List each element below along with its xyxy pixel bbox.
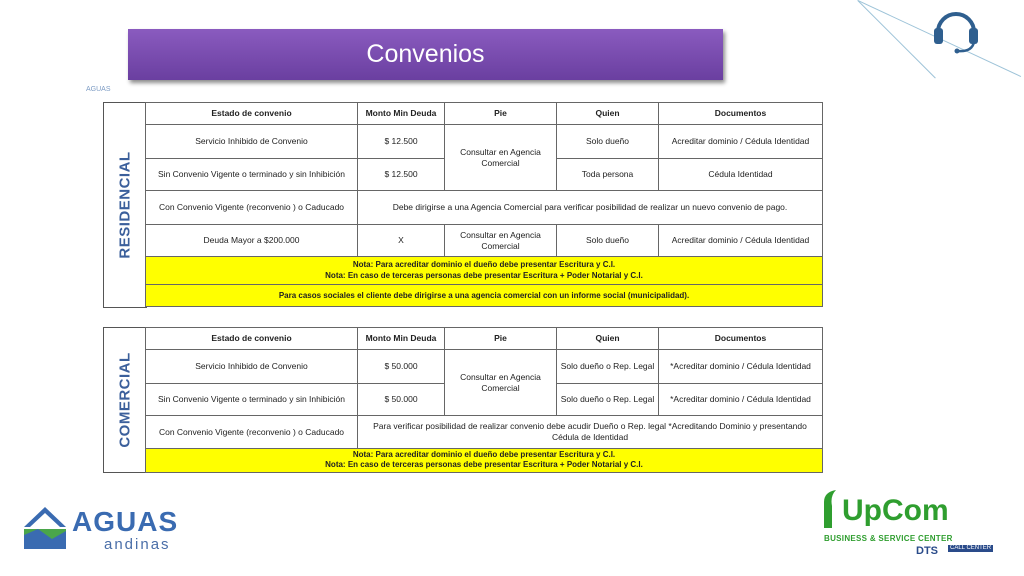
cell-monto: $ 50.000: [358, 350, 445, 384]
cell-merged-note: Para verificar posibilidad de realizar convenio debe acudir Dueño o Rep. legal *Acreditando Dominio y presentando Cédula de Identidad: [358, 416, 823, 449]
cell-estado: Con Convenio Vigente (reconvenio ) o Caducado: [146, 191, 358, 225]
notes-row: [146, 449, 823, 473]
cell-estado: Servicio Inhibido de Convenio: [146, 125, 358, 159]
cell-monto: $ 50.000: [358, 384, 445, 416]
upcom-text: UpCom: [842, 494, 949, 527]
notes-row: [146, 285, 823, 307]
header-monto: Monto Min Deuda: [358, 328, 445, 350]
aguas-text: AGUAS: [72, 506, 179, 537]
upcom-leaf-icon: [820, 488, 844, 528]
residencial-table: [145, 102, 823, 307]
note-casos-sociales: Para casos sociales el cliente debe dirigirse a una agencia comercial con un informe social (municipalidad).: [146, 285, 823, 307]
decorative-line: [857, 0, 935, 78]
header-quien: Quien: [557, 328, 659, 350]
header-monto: Monto Min Deuda: [358, 103, 445, 125]
header-pie: Pie: [445, 103, 557, 125]
table-row: [146, 191, 823, 225]
table-header-row: [146, 328, 823, 350]
cell-estado: Con Convenio Vigente (reconvenio ) o Caducado: [146, 416, 358, 449]
upcom-subtitle: BUSINESS & SERVICE CENTER: [824, 534, 953, 543]
header-quien: Quien: [557, 103, 659, 125]
header-documentos: Documentos: [659, 103, 823, 125]
cell-estado: Sin Convenio Vigente o terminado y sin Inhibición: [146, 159, 358, 191]
dts-text: DTS: [916, 545, 938, 557]
cell-quien: Toda persona: [557, 159, 659, 191]
upcom-logo: [820, 488, 1000, 562]
notes-row: [146, 257, 823, 285]
cell-pie: Consultar en Agencia Comercial: [445, 225, 557, 257]
cell-quien: Solo dueño o Rep. Legal: [557, 384, 659, 416]
comercial-label: COMERCIAL: [116, 352, 134, 448]
cell-documentos: *Acreditar dominio / Cédula Identidad: [659, 350, 823, 384]
note-dominio: Nota: Para acreditar dominio el dueño debe presentar Escritura y C.I.: [352, 260, 616, 270]
residencial-side-label: [103, 102, 147, 308]
table-row: [146, 125, 823, 159]
andinas-text: andinas: [104, 536, 171, 553]
cell-quien: Solo dueño: [557, 225, 659, 257]
cell-pie-shared: Consultar en Agencia Comercial: [445, 125, 557, 191]
comercial-table: [145, 327, 823, 473]
table-row: [146, 416, 823, 449]
cell-estado: Deuda Mayor a $200.000: [146, 225, 358, 257]
cell-merged-note: Debe dirigirse a una Agencia Comercial para verificar posibilidad de realizar un nuevo convenio de pago.: [358, 191, 823, 225]
cell-estado: Servicio Inhibido de Convenio: [146, 350, 358, 384]
header-pie: Pie: [445, 328, 557, 350]
cell-estado: Sin Convenio Vigente o terminado y sin Inhibición: [146, 384, 358, 416]
notes-cell: [146, 257, 823, 285]
call-center-text: CALL CENTER: [950, 545, 992, 551]
table-row: [146, 225, 823, 257]
cell-monto: X: [358, 225, 445, 257]
aguas-logo-icon: [22, 505, 68, 551]
cell-monto: $ 12.500: [358, 125, 445, 159]
cell-monto: $ 12.500: [358, 159, 445, 191]
cell-quien: Solo dueño: [557, 125, 659, 159]
header-estado: Estado de convenio: [146, 103, 358, 125]
note-terceras: Nota: En caso de terceras personas debe presentar Escritura + Poder Notarial y C.I.: [325, 270, 643, 280]
cell-quien: Solo dueño o Rep. Legal: [557, 350, 659, 384]
header-estado: Estado de convenio: [146, 328, 358, 350]
notes-cell: [146, 449, 823, 473]
note-terceras: Nota: En caso de terceras personas debe presentar Escritura + Poder Notarial y C.I.: [325, 460, 643, 470]
table-header-row: [146, 103, 823, 125]
residencial-label: RESIDENCIAL: [116, 151, 134, 259]
cell-pie-shared: Consultar en Agencia Comercial: [445, 350, 557, 416]
page-title: Convenios: [128, 29, 723, 80]
cell-documentos: Acreditar dominio / Cédula Identidad: [659, 125, 823, 159]
note-dominio: Nota: Para acreditar dominio el dueño debe presentar Escritura y C.I.: [352, 450, 616, 459]
cell-documentos: *Acreditar dominio / Cédula Identidad: [659, 384, 823, 416]
header-documentos: Documentos: [659, 328, 823, 350]
aguas-andinas-logo: [22, 505, 192, 553]
table-row: [146, 350, 823, 384]
headset-icon: [928, 6, 984, 54]
tiny-label: AGUAS: [86, 86, 111, 93]
cell-documentos: Cédula Identidad: [659, 159, 823, 191]
comercial-side-label: [103, 327, 147, 473]
cell-documentos: Acreditar dominio / Cédula Identidad: [659, 225, 823, 257]
